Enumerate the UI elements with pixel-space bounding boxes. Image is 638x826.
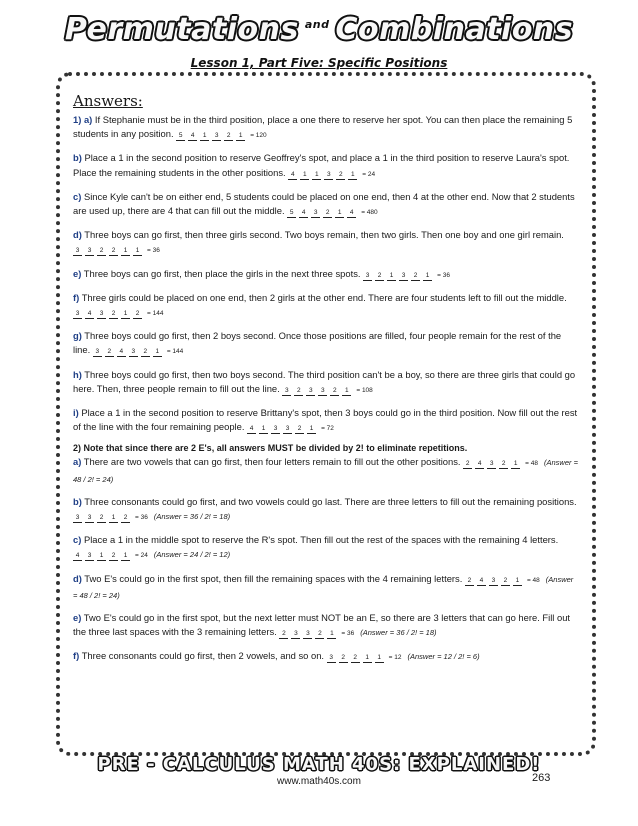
- slot-value: 1: [335, 208, 344, 218]
- answer-item: [73, 151, 578, 181]
- slot-value: 3: [324, 170, 333, 180]
- footer-url: www.math40s.com: [277, 776, 361, 787]
- fill-in-slots: [93, 345, 183, 359]
- slot-value: 3: [489, 576, 498, 586]
- slot-result: = 72: [321, 425, 334, 433]
- answer-text: Three girls could be placed on one end, then 2 girls at the other end. There are four students left to fill out the middle.: [81, 291, 567, 303]
- slot-value: 2: [330, 386, 339, 396]
- slot-value: 2: [109, 551, 118, 561]
- slot-value: 3: [306, 386, 315, 396]
- answers-heading: Answers:: [73, 92, 143, 110]
- answer-text: Three consonants could go first, and two vowels could go last. There are three letters to fill out the remaining positions.: [84, 495, 577, 507]
- slot-value: 5: [176, 131, 185, 141]
- slot-value: 1: [363, 653, 372, 663]
- answer-item: [73, 533, 578, 563]
- slot-value: 1: [121, 246, 130, 256]
- lesson-subtitle: Lesson 1, Part Five: Specific Positions: [190, 56, 448, 70]
- fill-in-slots: [465, 574, 540, 588]
- slot-result: = 24: [362, 170, 376, 178]
- fill-in-slots: [363, 269, 450, 283]
- page-number: 263: [532, 772, 551, 784]
- fill-in-slots: [279, 627, 354, 641]
- slot-result: = 108: [356, 386, 373, 394]
- slot-value: 2: [463, 459, 472, 469]
- slot-value: 1: [423, 271, 432, 281]
- slot-value: 1: [300, 170, 309, 180]
- slot-result: = 36: [437, 271, 450, 279]
- answer-label: d): [73, 572, 82, 584]
- fill-in-slots: [288, 168, 375, 182]
- answer-text: Place a 1 in the second position to reserve Geoffrey's spot, and place a 1 in the third position to reserve Laura's spot. Place the remaining students in the other positions.: [73, 152, 570, 178]
- answer-label: b): [73, 495, 82, 507]
- slot-value: 1: [348, 170, 357, 180]
- slot-value: 2: [97, 513, 106, 523]
- slot-value: 3: [271, 424, 280, 434]
- adjusted-answer: (Answer = 36 / 2! = 18): [153, 512, 231, 522]
- answer-item: [73, 267, 578, 283]
- slot-result: = 12: [388, 654, 402, 662]
- slot-value: 3: [399, 271, 408, 281]
- slot-result: = 36: [135, 514, 148, 522]
- title-and: and: [304, 18, 330, 31]
- slot-value: 2: [411, 271, 420, 281]
- answer-label: e): [73, 267, 82, 279]
- answer-text: Three boys can go first, then place the girls in the next three spots.: [83, 267, 361, 279]
- slot-value: 3: [318, 386, 327, 396]
- answer-item: [73, 190, 578, 220]
- slot-value: 1: [133, 246, 142, 256]
- slot-value: 3: [283, 424, 292, 434]
- slot-result: = 48: [526, 576, 540, 584]
- fill-in-slots: [463, 457, 538, 471]
- slot-value: 4: [85, 309, 94, 319]
- slot-value: 4: [73, 551, 82, 561]
- note-division: 2) Note that since there are 2 E's, all answers MUST be divided by 2! to eliminate repetitions.: [73, 443, 468, 454]
- slot-result: = 144: [166, 348, 184, 356]
- slot-value: 3: [303, 629, 312, 639]
- fill-in-slots: [73, 307, 163, 321]
- slot-value: 2: [336, 170, 345, 180]
- slot-value: 2: [141, 347, 150, 357]
- answer-text: Two E's could go in the first spot, then fill the remaining spaces with the 4 remaining letters.: [84, 572, 463, 584]
- slot-value: 3: [85, 513, 94, 523]
- slot-value: 2: [499, 459, 508, 469]
- slot-value: 4: [188, 131, 197, 141]
- slot-value: 2: [339, 653, 348, 663]
- slot-value: 2: [279, 629, 288, 639]
- answer-text: If Stephanie must be in the third position, place a one there to reserve her spot. You can then place the remaining 5 students in any position.: [73, 114, 573, 140]
- slot-value: 2: [109, 246, 118, 256]
- adjusted-answer: (Answer = 36 / 2! = 18): [360, 628, 437, 638]
- slot-value: 3: [487, 459, 496, 469]
- answer-label: b): [73, 152, 82, 164]
- answer-text: Three consonants could go first, then 2 vowels, and so on.: [81, 650, 325, 662]
- answer-item: [73, 572, 578, 603]
- answer-item: [73, 611, 578, 641]
- slot-value: 3: [73, 309, 82, 319]
- answer-item: [73, 291, 578, 321]
- slot-value: 3: [363, 271, 372, 281]
- answers-list-2: [73, 455, 578, 665]
- slot-value: 4: [288, 170, 297, 180]
- answer-text: Place a 1 in the second position to reserve Brittany's spot, then 3 boys could go in the third position. Now fill out the rest of the line with the four remaining people.: [73, 407, 578, 433]
- slot-value: 2: [294, 386, 303, 396]
- slot-value: 1: [200, 131, 209, 141]
- answer-text: Three boys could go first, then 2 boys second. Once those positions are filled, four people remain for the rest of the line.: [73, 330, 562, 356]
- fill-in-slots: [73, 244, 160, 258]
- slot-value: 3: [93, 347, 102, 357]
- slot-value: 1: [312, 170, 321, 180]
- answer-text: Three boys could go first, then two boys second. The third position can't be a boy, so there are three girls that could go here. Then, three people remain to fill out the line.: [73, 368, 576, 394]
- slot-value: 4: [347, 208, 356, 218]
- answer-item: [73, 228, 578, 258]
- slot-value: 1: [511, 459, 520, 469]
- slot-value: 1: [121, 309, 130, 319]
- answer-item: [73, 455, 578, 486]
- slot-value: 2: [224, 131, 233, 141]
- slot-value: 1: [513, 576, 522, 586]
- slot-value: 3: [282, 386, 291, 396]
- slot-result: = 36: [147, 247, 160, 255]
- answer-text: Three boys can go first, then three girls second. Two boys remain, then two girls. Then one boy and one girl remain.: [84, 229, 564, 241]
- answer-label: h): [73, 368, 82, 380]
- fill-in-slots: [73, 549, 148, 563]
- slot-value: 4: [247, 424, 256, 434]
- slot-value: 2: [465, 576, 474, 586]
- answer-label: c): [73, 534, 82, 546]
- slot-value: 2: [375, 271, 384, 281]
- title-left: Permutations: [64, 12, 299, 47]
- slot-value: 3: [73, 513, 82, 523]
- slot-value: 1: [153, 347, 162, 357]
- slot-value: 3: [85, 246, 94, 256]
- answer-text: Two E's could go in the first spot, but the next letter must NOT be an E, so there are 3 letters that can go here. Fill out the three last spaces with the 3 remaining letters.: [73, 612, 571, 638]
- slot-value: 2: [109, 309, 118, 319]
- slot-value: 1: [109, 513, 118, 523]
- answer-label: e): [73, 612, 82, 624]
- answer-text: Since Kyle can't be on either end, 5 students could be placed on one end, then 4 at the other end. Now that 2 students are used up, there are 4 that can fill out the middle.: [73, 190, 575, 217]
- answer-item: [73, 406, 578, 436]
- slot-value: 3: [212, 131, 221, 141]
- slot-value: 3: [73, 246, 82, 256]
- footer-title: PRE - CALCULUS MATH 40S: EXPLAINED!: [97, 754, 541, 775]
- slot-value: 2: [121, 513, 130, 523]
- adjusted-answer: (Answer = 48 / 2! = 24): [73, 574, 574, 600]
- slot-result: = 120: [250, 132, 267, 140]
- slot-value: 2: [315, 629, 324, 639]
- slot-value: 1: [375, 653, 384, 663]
- slot-result: = 48: [525, 460, 538, 468]
- answer-label: i): [73, 407, 79, 419]
- slot-value: 2: [323, 208, 332, 218]
- slot-value: 3: [97, 309, 106, 319]
- slot-value: 3: [327, 653, 336, 663]
- slot-value: 3: [311, 208, 320, 218]
- answer-label: f): [73, 291, 80, 303]
- slot-value: 1: [327, 629, 336, 639]
- answer-text: Place a 1 in the middle spot to reserve the R's spot. Then fill out the rest of the spaces with the remaining 4 letters.: [83, 534, 559, 546]
- slot-value: 3: [291, 629, 300, 639]
- slot-value: 2: [133, 309, 142, 319]
- slot-value: 1: [97, 551, 106, 561]
- title-right: Combinations: [335, 12, 574, 47]
- slot-result: = 144: [147, 310, 164, 318]
- fill-in-slots: [247, 422, 334, 436]
- adjusted-answer: (Answer = 24 / 2! = 12): [153, 550, 231, 560]
- fill-in-slots: [287, 206, 377, 220]
- slot-value: 3: [129, 347, 138, 357]
- answers-content: [73, 92, 578, 674]
- slot-value: 2: [351, 653, 360, 663]
- slot-value: 4: [477, 576, 486, 586]
- slot-value: 1: [259, 424, 268, 434]
- slot-value: 1: [236, 131, 245, 141]
- slot-value: 1: [342, 386, 351, 396]
- fill-in-slots: [327, 651, 402, 665]
- answer-item: [73, 649, 578, 665]
- slot-result: = 480: [361, 209, 378, 217]
- slot-value: 1: [121, 551, 130, 561]
- answer-label: f): [73, 650, 80, 662]
- slot-value: 4: [117, 347, 126, 357]
- slot-value: 2: [97, 246, 106, 256]
- answer-item: [73, 368, 578, 398]
- slot-result: = 24: [135, 552, 148, 560]
- answer-label: 1) a): [73, 114, 93, 125]
- slot-value: 1: [387, 271, 396, 281]
- fill-in-slots: [176, 129, 266, 143]
- slot-value: 2: [105, 347, 114, 357]
- slot-value: 4: [475, 459, 484, 469]
- answer-item: [73, 329, 578, 359]
- answer-label: a): [73, 456, 82, 468]
- slot-value: 5: [287, 208, 296, 218]
- adjusted-answer: (Answer = 12 / 2! = 6): [407, 652, 480, 662]
- answer-label: c): [73, 190, 82, 202]
- slot-value: 2: [501, 576, 510, 586]
- answer-text: There are two vowels that can go first, then four letters remain to fill out the other positions.: [83, 456, 461, 468]
- answers-list-1: [73, 113, 578, 436]
- slot-result: = 36: [341, 630, 355, 638]
- adjusted-answer: (Answer = 48 / 2! = 24): [73, 458, 578, 484]
- answer-item: [73, 113, 578, 143]
- answer-label: d): [73, 229, 82, 241]
- slot-value: 3: [85, 551, 94, 561]
- slot-value: 4: [299, 208, 308, 218]
- slot-value: 1: [307, 424, 316, 434]
- page-title: [0, 12, 638, 47]
- slot-value: 2: [295, 424, 304, 434]
- answer-item: [73, 495, 578, 525]
- fill-in-slots: [73, 511, 148, 525]
- fill-in-slots: [282, 384, 372, 398]
- answer-label: g): [73, 330, 82, 342]
